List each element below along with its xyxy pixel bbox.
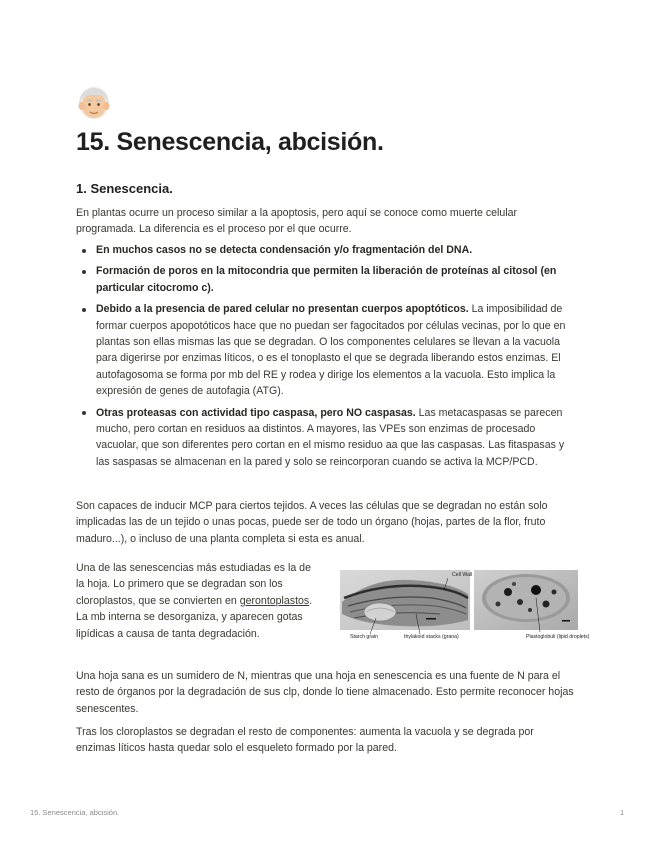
bullet-item	[76, 405, 576, 471]
bullet-bold: En muchos casos no se detecta condensación y/o fragmentación del DNA.	[96, 244, 473, 256]
gerontoplastos-term: gerontoplastos	[239, 594, 310, 607]
cell-wall-label: Cell Wall	[452, 572, 473, 578]
bullet-item	[76, 242, 576, 258]
chloroplast-micrograph-figure	[340, 568, 590, 646]
sink-paragraph: Una hoja sana es un sumidero de N, mientras que una hoja en senescencia es una fuente de N para el resto de órganos por la degradación de sus clp, donde lo tiene almacenado. Esto permite reconocer hojas senescentes.	[76, 670, 574, 715]
tissues-paragraph: Son capaces de inducir MCP para ciertos tejidos. A veces las células que se degradan no están solo implicadas las de un tejido o unas pocas, puede ser de todo un órgano (hojas, partes de la flor, fruto maduro...), o incluso de una planta completa si esta es anual.	[76, 500, 548, 545]
older-man-emoji-icon	[76, 84, 112, 122]
final-paragraph: Tras los cloroplastos se degradan el resto de componentes: aumenta la vacuola y se degrada por enzimas líticos hasta quedar solo el esqueleto formado por la pared.	[76, 726, 534, 755]
starch-label: Starch grain	[350, 634, 378, 640]
bullet-bold: Otras proteasas con actividad tipo caspasa, pero NO caspasas.	[96, 406, 416, 419]
intro-paragraph: En plantas ocurre un proceso similar a la apoptosis, pero aquí se conoce como muerte celular programada. La diferencia es el proceso por el que ocurre.	[76, 207, 518, 236]
footer-page-number: 1	[620, 808, 625, 817]
bullet-bold: Debido a la presencia de pared celular no presentan cuerpos apoptóticos.	[96, 303, 469, 316]
section-heading: 1. Senescencia.	[76, 181, 173, 196]
plastoglobuli-label: Plastoglobuli (lipid droplets)	[526, 634, 590, 640]
bullet-list	[76, 242, 576, 475]
bullet-item	[76, 301, 576, 399]
bullet-text: La imposibilidad de formar cuerpos apopotóticos hace que no puedan ser fagocitados por células vecinas, por lo que en plantas son ellas mismas las que se degradan. O los componentes celulares se llevan a la vacuola para digerirse por enzimas líticos, o es el tonoplasto el que se degrada liberando estos enzimas. El autofagosoma se forma por mb del RE y rodea y dirige los elementos a la vacuola. Esto implica la expresión de genes de autofagia (ATG).	[96, 303, 566, 398]
bullet-bold: Formación de poros en la mitocondria que permiten la liberación de proteínas al citosol (en particular citocromo c).	[96, 265, 557, 294]
bullet-item	[76, 263, 576, 296]
leaf-text-before: Una de las senescencias más estudiadas es la de la hoja. Lo primero que se degradan son los cloroplastos, que se convierten en	[76, 562, 311, 607]
footer-title: 15. Senescencia, abcisión.	[30, 808, 120, 817]
leaf-paragraph	[76, 560, 321, 642]
thylakoid-label: thylakoid stacks (grana)	[404, 634, 459, 640]
leaf-text-after: . La mb interna se desorganiza, y aparecen gotas lipídicas a causa de tanta degradación.	[76, 594, 313, 640]
page-title: 15. Senescencia, abcisión.	[76, 128, 384, 156]
bullet-text: Las metacaspasas se parecen mucho, pero cortan en residuos aa distintos. A mayores, las VPEs son enzimas de procesado vacuolar, que son diferentes pero cortan en el mismo residuo aa que las caspasas. Las fitaspasas y las saspasas se almacenan en la pared y solo se reincorporan cuando se activa la MCP/PCD.	[96, 406, 565, 468]
